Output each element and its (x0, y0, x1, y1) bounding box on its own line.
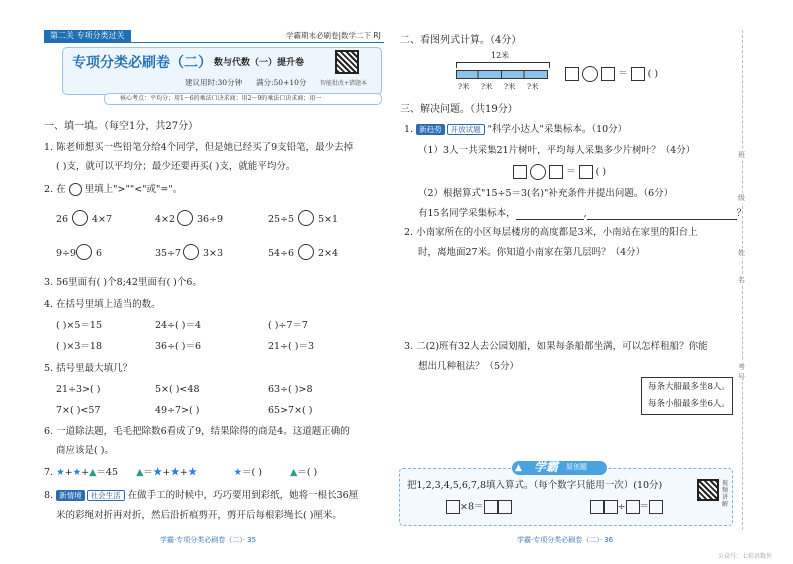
fill-item[interactable]: 21÷( )＝3 (268, 341, 315, 352)
chapter-tag: 第二关 专项分类过关 (44, 30, 131, 42)
triangle-icon: ▲ (289, 467, 298, 478)
cmp-left: 54÷6 (268, 248, 295, 259)
cmp-circle[interactable] (76, 244, 92, 260)
section2-heading: 二、看图列式计算。（4分） (400, 35, 522, 46)
bar-diagram (456, 70, 548, 79)
fill-item[interactable]: 49÷7>( ) (155, 405, 200, 416)
fill-item[interactable]: 63÷( )>8 (268, 384, 313, 395)
cmp-right: 6 (96, 248, 103, 259)
answer-box[interactable] (513, 165, 527, 179)
time-info: 建议用时:30分钟 (185, 78, 243, 87)
answer-box[interactable] (626, 500, 640, 514)
cmp-left: 25÷5 (268, 214, 295, 225)
bar-part-label: ?米 (527, 82, 539, 91)
star-icon: ★ (152, 467, 163, 478)
unit-blank[interactable]: ( ) (595, 166, 607, 178)
cmp-right: 2×4 (318, 248, 339, 259)
book-info: 学霸期末必刷卷|数学二下 RJ (286, 31, 381, 40)
s3-q1-equation: ＝ ( ) (513, 164, 606, 180)
core-points-text: 核心考点：平均分；用1～6的乘法口诀求商；用2～9的乘法口诀求商；用一 (120, 95, 322, 102)
side-label: 级 (738, 194, 745, 202)
star-icon: ★ (187, 467, 198, 478)
side-label: 班 (738, 151, 745, 159)
s3-q1-p2-line: 有15名同学采集标本， , ？ (418, 208, 747, 219)
q7-eq3-rhs[interactable]: ＝( ) (241, 467, 262, 478)
answer-box[interactable] (631, 67, 645, 81)
q6-line2: 商应该是( )。 (56, 445, 114, 456)
cmp-right: 3×3 (203, 248, 224, 259)
condition-blank[interactable] (516, 208, 584, 220)
answer-box[interactable] (498, 500, 512, 514)
answer-box[interactable] (579, 165, 593, 179)
s3-q1-qmark: ？ (736, 208, 747, 219)
fill-item[interactable]: ( )÷7＝7 (268, 320, 308, 331)
answer-box[interactable] (601, 67, 615, 81)
q5-text: 5. 括号里最大填几？ (44, 363, 133, 374)
triangle-icon: ▲ (136, 467, 144, 478)
challenge-equation: ×8＝ ÷ ＝ (446, 500, 663, 514)
challenge-text: 把1,2,3,4,5,6,7,8填入算式。（每个数字只能用一次）(10分) (407, 480, 663, 491)
q6-line1: 6. 一道除法题，毛毛把除数6看成了9，结果除得的商是4。这道题正确的 (44, 426, 350, 437)
video-qr-icon[interactable] (697, 479, 719, 501)
side-label: 号 (738, 373, 745, 381)
header-rule (44, 42, 384, 43)
bar-part-label: ?米 (458, 82, 470, 91)
answer-box[interactable] (590, 500, 604, 514)
bar-part-label: ?米 (481, 82, 493, 91)
cmp-left: 35÷7 (155, 248, 182, 259)
question-blank[interactable] (587, 208, 737, 220)
qr-note: 智能批改+错题本 (320, 80, 368, 87)
star-icon: ★ (233, 467, 242, 478)
s3-q1-p1: （1）3人一共采集21片树叶，平均每人采集多少片树叶？（4分） (418, 145, 696, 156)
boat-small-note: 每条小船最多坐6人。 (648, 399, 730, 409)
unit-blank[interactable]: ( ) (647, 68, 659, 80)
star-icon: ★ (170, 467, 180, 478)
s3-q2-line1: 2. 小南家所在的小区每层楼房的高度都是3米，小南站在家里的阳台上 (404, 227, 698, 238)
cmp-right: 4×7 (92, 214, 113, 225)
q7-num: 7. (44, 467, 54, 478)
qr-code-icon (335, 50, 359, 74)
cmp-circle[interactable] (183, 244, 199, 260)
s3-q1-title (404, 123, 627, 136)
side-label: 名 (738, 276, 745, 284)
q7-eq1-rhs: ＝45 (96, 467, 119, 478)
cmp-circle[interactable] (298, 210, 314, 226)
challenge-banner-title: 学霸 (534, 460, 559, 474)
star-icon: ★ (72, 467, 82, 478)
answer-box[interactable] (484, 500, 498, 514)
graduation-cap-icon: ▲ (515, 463, 522, 473)
q7-row: 7. ★+★+▲＝45 ▲＝★+★+★ ★＝( ) ▲＝( ) (44, 467, 318, 478)
cmp-circle[interactable] (72, 210, 88, 226)
score-info: 满分:50+10分 (256, 78, 307, 87)
cmp-circle[interactable] (298, 244, 314, 260)
footer-right: 学霸·专项分类必刷卷（二）· 36 (517, 536, 614, 544)
video-note: 视频讲解 (722, 480, 729, 508)
section1-heading: 一、填一填。（每空1分，共27分） (44, 121, 199, 132)
q8-line2: 米的彩绳对折再对折，然后沿折痕剪开，剪开后每根彩绳长( )厘米。 (56, 510, 342, 521)
tag-new-trend: 新趋势 (416, 124, 445, 135)
q8-num: 8. (44, 490, 54, 501)
q8-text: 在做手工的时候中，巧巧要用到彩纸，她将一根长36厘 (127, 490, 359, 501)
tag-open-question: 开放试题 (447, 124, 485, 135)
page-subtitle: 数与代数（一）提升卷 (214, 58, 305, 68)
triangle-icon: ▲ (89, 467, 97, 478)
bar-part-label: ?米 (504, 82, 516, 91)
s2-equation: ＝ ( ) (565, 66, 658, 82)
cmp-left: 9÷9 (56, 248, 77, 259)
fill-item[interactable]: 65>7×( ) (268, 405, 313, 416)
q3-text: 3. 56里面有( )个8;42里面有( )个6。 (44, 277, 202, 288)
q1-line1: 1. 陈老师想买一些铅笔分给4个同学，但是她已经买了9支铅笔，最少去掉 (44, 142, 354, 153)
tag-social-life: 社会生活 (87, 490, 125, 501)
s3-q3-line1: 3. 二(2)班有32人去公园划船，如果每条船都坐满，可以怎样租船？你能 (404, 341, 708, 352)
fill-item[interactable]: ( )×5＝15 (56, 320, 103, 331)
q8-line1 (44, 489, 358, 502)
q2-label-b: 里填上">""<"或"="。 (84, 184, 183, 195)
s3-q2-line2: 时，离地面27米。你知道小南家在第几层吗？（4分） (418, 247, 646, 258)
fill-item[interactable]: 7×( )<57 (56, 405, 101, 416)
challenge-banner-sub: 原创题 (566, 463, 587, 471)
fill-item[interactable]: ( )×3＝18 (56, 341, 103, 352)
answer-box[interactable] (549, 165, 563, 179)
s3-q1-p2-text: 有15名同学采集标本， (418, 208, 516, 219)
cmp-left: 26 (56, 214, 69, 225)
footer-left: 学霸·专项分类必刷卷（二）· 35 (160, 536, 257, 544)
q7-eq2-rhs[interactable]: ( ) (306, 467, 318, 478)
challenge-banner (512, 461, 607, 475)
fill-item[interactable]: 36÷( )＝6 (155, 341, 202, 352)
boat-info-box (641, 377, 733, 415)
bar-brace (456, 62, 550, 68)
section3-heading: 三、解决问题。（共19分） (400, 104, 518, 115)
cmp-right: 36÷9 (197, 214, 224, 225)
q2-label-a: 2. 在 (44, 184, 66, 195)
side-label: 姓 (738, 249, 745, 257)
circle-blank[interactable] (69, 183, 82, 196)
star-icon: ★ (56, 467, 65, 478)
fill-item[interactable]: 24÷( )＝4 (155, 320, 202, 331)
s3-q3-line2: 想出几种租法？（5分） (418, 361, 520, 372)
answer-box[interactable] (446, 500, 460, 514)
s3-q1-p2: （2）根据算式"15÷5＝3(名)"补充条件并提出问题。（6分） (418, 188, 674, 199)
answer-box[interactable] (604, 500, 618, 514)
fill-item[interactable]: 5×( )<48 (155, 384, 200, 395)
cmp-left: 4×2 (155, 214, 176, 225)
fill-item[interactable]: 21÷3>( ) (56, 384, 101, 395)
cmp-circle[interactable] (177, 210, 193, 226)
q2-text (44, 183, 182, 196)
side-label: 考 (738, 363, 745, 371)
watermark: 公众号：七彩语数外 (718, 553, 773, 560)
s3-q1-num: 1. (404, 124, 414, 135)
boat-big-note: 每条大船最多坐8人。 (648, 382, 730, 392)
tag-new-context: 新情境 (56, 490, 85, 501)
answer-box[interactable] (649, 500, 663, 514)
cmp-right: 5×1 (318, 214, 339, 225)
bar-total-label: 12米 (491, 51, 510, 60)
operator-circle[interactable] (530, 164, 546, 180)
operator-circle[interactable] (582, 66, 598, 82)
answer-box[interactable] (565, 67, 579, 81)
s3-q1-text: "科学小达人"采集标本。（10分） (487, 124, 628, 135)
page-title: 专项分类必刷卷（二） (72, 55, 212, 71)
q4-text: 4. 在括号里填上适当的数。 (44, 299, 161, 310)
q1-line2: ( )支，就可以平均分；最少还要再买( )支，就能平均分。 (56, 161, 296, 172)
challenge-box (399, 468, 733, 526)
